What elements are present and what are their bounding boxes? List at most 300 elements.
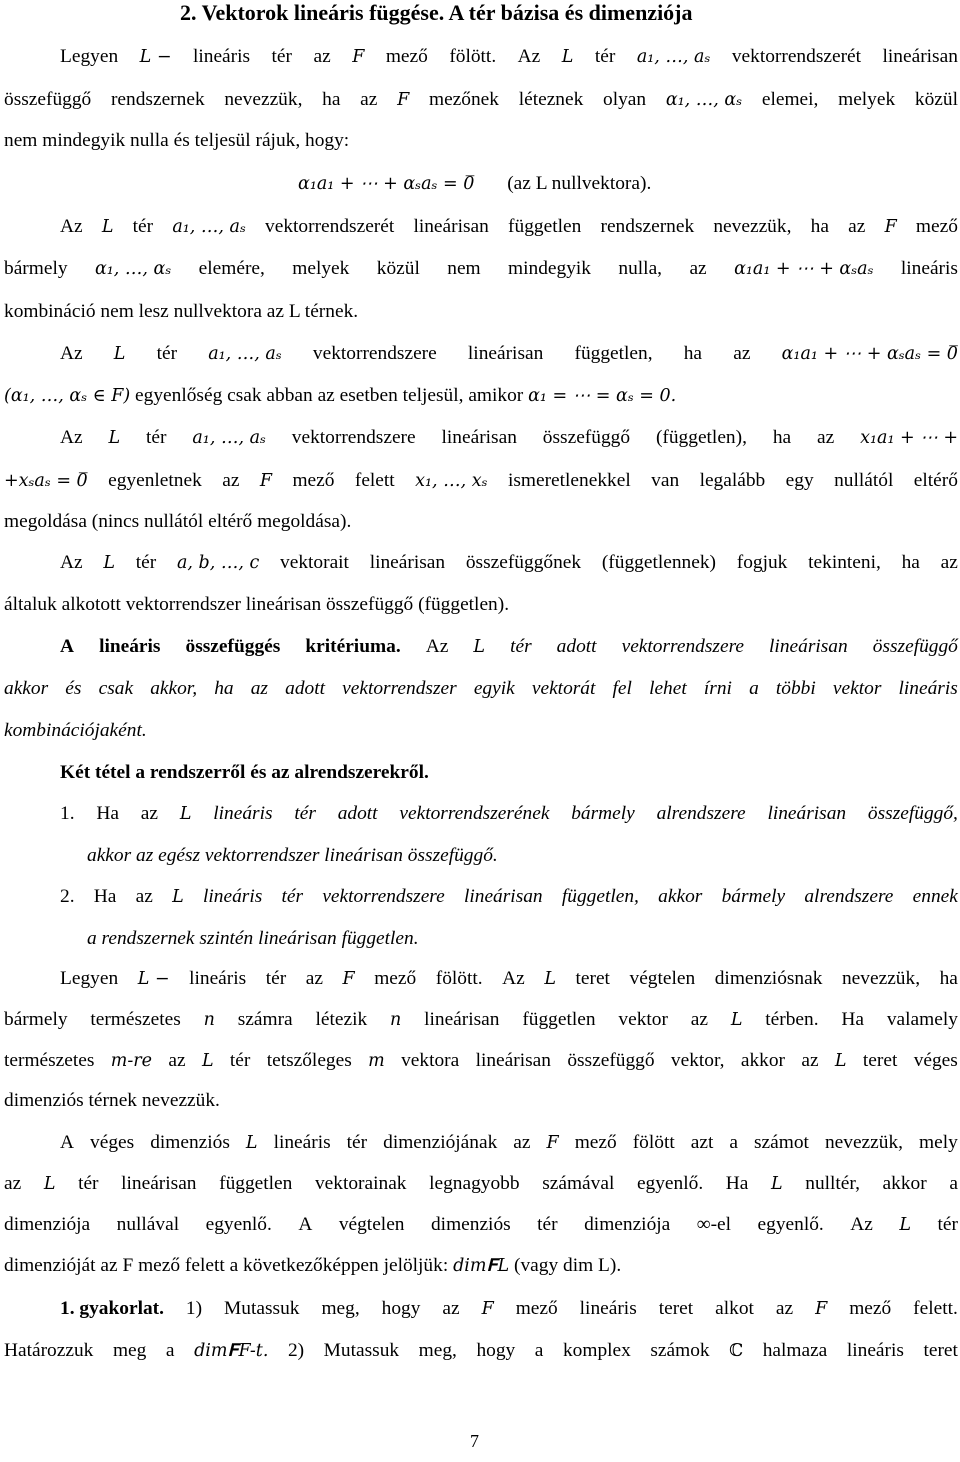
text-run: bármely bbox=[4, 1009, 68, 1030]
text-run: 2) bbox=[287, 1340, 305, 1361]
text-run: tér bbox=[146, 427, 167, 448]
text-run: alrendszere bbox=[804, 886, 894, 907]
text-run: a bbox=[165, 1340, 175, 1361]
text-run: nullától bbox=[834, 470, 894, 491]
text-run: lineárisan bbox=[424, 1009, 500, 1030]
text-run: lineáris bbox=[898, 678, 958, 699]
text-run: F bbox=[884, 217, 897, 237]
text-run: lineárisan bbox=[769, 636, 848, 657]
text-run: mező bbox=[515, 1298, 558, 1319]
text-run: az bbox=[513, 1132, 531, 1153]
text-run: egyik bbox=[473, 678, 515, 699]
text-run: lehet bbox=[649, 678, 687, 699]
text-run: eltérő bbox=[913, 470, 958, 491]
text-run: független, bbox=[574, 343, 653, 364]
text-run: vektorrendszere bbox=[322, 886, 445, 907]
text-run: összefüggő, bbox=[867, 803, 958, 824]
text-run: összefüggő bbox=[567, 1050, 655, 1071]
text-run: tér bbox=[937, 1214, 958, 1235]
text-run: ismeretlenekkel bbox=[507, 470, 631, 491]
text-run: vektorrendszer bbox=[342, 678, 457, 699]
text-run: L bbox=[201, 1051, 214, 1071]
text-run: akkor bbox=[740, 1050, 786, 1071]
text-run: nullával bbox=[116, 1214, 180, 1235]
text-run: dim𝐅F-t. bbox=[194, 1341, 269, 1361]
text-run: összefüggő bbox=[872, 636, 958, 657]
text-run: L bbox=[473, 637, 486, 657]
text-run: akkor bbox=[4, 678, 49, 699]
text-run: lineárisan bbox=[467, 343, 544, 364]
text-run: lineáris bbox=[579, 1298, 637, 1319]
text-run: lineáris bbox=[846, 1340, 904, 1361]
p4-line2 bbox=[4, 460, 958, 502]
theorem-1-line2: akkor az egész vektorrendszer lineárisan összefüggő. bbox=[87, 845, 498, 866]
text-run: rendszernek bbox=[110, 89, 205, 110]
text-run: a bbox=[949, 1173, 958, 1194]
text-run: adott bbox=[556, 636, 597, 657]
p8-line1 bbox=[60, 1122, 958, 1164]
text-run: teret bbox=[862, 1050, 898, 1071]
text-run: lineárisan bbox=[369, 552, 446, 573]
text-run: ha bbox=[810, 216, 829, 237]
text-run: dimenziósnak bbox=[714, 968, 823, 989]
text-run: teret bbox=[923, 1340, 958, 1361]
text-run: alrendszere bbox=[656, 803, 746, 824]
text-run: a bbox=[749, 678, 759, 699]
text-run: adott bbox=[285, 678, 325, 699]
text-run: mező bbox=[574, 1132, 617, 1153]
p5-line1 bbox=[60, 542, 958, 584]
text-run: írni bbox=[703, 678, 732, 699]
text-run: vektorrendszere bbox=[291, 427, 416, 448]
text-run: nem bbox=[447, 258, 481, 279]
text-run: Határozzuk bbox=[4, 1340, 94, 1361]
text-run: fölött. bbox=[435, 968, 483, 989]
text-run: a₁, …, aₛ bbox=[636, 47, 711, 67]
text-run: L bbox=[108, 428, 121, 448]
text-run: A bbox=[298, 1214, 313, 1235]
p1-line2 bbox=[4, 79, 958, 121]
p3-line1 bbox=[60, 333, 958, 375]
text-run: vektorrendszere bbox=[621, 636, 744, 657]
text-run: számra bbox=[237, 1009, 293, 1030]
text-run: adott bbox=[337, 803, 378, 824]
text-run: legnagyobb bbox=[429, 1173, 520, 1194]
text-run: lineáris bbox=[203, 886, 263, 907]
p6-line3: kombinációjaként. bbox=[4, 720, 147, 741]
text-run: többi bbox=[775, 678, 816, 699]
text-run: A bbox=[60, 636, 75, 657]
text-run: F bbox=[481, 1299, 494, 1319]
text-run: α₁, …, αₛ bbox=[665, 90, 743, 110]
text-run: komplex bbox=[562, 1340, 631, 1361]
text-run: lineárisan bbox=[121, 1173, 197, 1194]
text-run: az bbox=[305, 968, 323, 989]
text-run: lineárisan bbox=[413, 216, 489, 237]
text-run: nulltér, bbox=[805, 1173, 860, 1194]
text-run: dimenziója bbox=[4, 1214, 91, 1235]
text-run: lineáris bbox=[189, 968, 247, 989]
text-run: L bbox=[103, 553, 115, 573]
text-run: az bbox=[222, 470, 240, 491]
text-run: rendszernek bbox=[600, 216, 695, 237]
text-run: vektora bbox=[401, 1050, 460, 1071]
text-run: fel bbox=[612, 678, 632, 699]
text-run: az bbox=[313, 46, 331, 67]
text-run: felett bbox=[354, 470, 395, 491]
text-run: az bbox=[360, 89, 378, 110]
p1-formula-line bbox=[298, 163, 778, 205]
text-run: L bbox=[101, 217, 114, 237]
text-run: vektor bbox=[832, 678, 882, 699]
text-run: +xₛaₛ = 0̅ bbox=[4, 471, 88, 491]
text-run: F bbox=[397, 90, 410, 110]
text-run: n bbox=[203, 1010, 215, 1030]
text-run: természetes bbox=[4, 1050, 95, 1071]
text-run: L bbox=[730, 1010, 743, 1030]
text-run: tér bbox=[265, 968, 287, 989]
p8-line3 bbox=[4, 1204, 958, 1246]
text-run: elemei, bbox=[761, 89, 819, 110]
theorem-2-line1 bbox=[60, 876, 958, 918]
text-run: α₁ = ⋯ = αₛ = 0. bbox=[528, 386, 677, 406]
text-run: független, bbox=[561, 886, 639, 907]
text-run: L − bbox=[137, 969, 170, 989]
text-run: az bbox=[442, 1298, 460, 1319]
text-run: tér bbox=[78, 1173, 99, 1194]
text-run: véges bbox=[90, 1132, 135, 1153]
text-run: L bbox=[245, 1133, 258, 1153]
text-run: az bbox=[848, 216, 866, 237]
text-run: Az bbox=[60, 343, 83, 364]
text-run: elemére, bbox=[198, 258, 265, 279]
text-run: dimenziója bbox=[584, 1214, 671, 1235]
text-run: lineáris bbox=[900, 258, 958, 279]
text-run: az bbox=[775, 1298, 794, 1319]
text-run: α₁, …, αₛ bbox=[94, 259, 172, 279]
text-run: a bbox=[534, 1340, 544, 1361]
text-run: lineáris bbox=[273, 1132, 331, 1153]
text-run: tér bbox=[346, 1132, 368, 1153]
text-run: Ha bbox=[841, 1009, 865, 1030]
text-run: L − bbox=[139, 47, 172, 67]
p6-line2 bbox=[4, 668, 958, 710]
p1-line3: nem mindegyik nulla és teljesül rájuk, hogy: bbox=[4, 130, 350, 151]
section-heading: Két tétel a rendszerről és az alrendszerekről. bbox=[60, 762, 429, 783]
formula: α₁a₁ + ⋯ + αₛaₛ = 0̅ bbox=[298, 174, 475, 194]
text-run: (független), bbox=[655, 427, 747, 448]
text-run: tér bbox=[132, 216, 154, 237]
p8-line2 bbox=[4, 1163, 958, 1205]
text-run: vektorrendszerét bbox=[731, 46, 862, 67]
text-run: az bbox=[690, 1009, 708, 1030]
text-run: lineáris bbox=[99, 636, 161, 657]
text-run: mindegyik bbox=[508, 258, 591, 279]
exercise-line1 bbox=[60, 1288, 958, 1330]
p7-line4: dimenziós térnek nevezzük. bbox=[4, 1090, 220, 1111]
text-run: melyek bbox=[838, 89, 896, 110]
text-run: egyenlő. bbox=[757, 1214, 824, 1235]
text-run: ha bbox=[683, 343, 703, 364]
text-run: Legyen bbox=[60, 46, 119, 67]
p5-line2: általuk alkotott vektorrendszer lineárisan összefüggő (független). bbox=[4, 594, 510, 615]
p2-line1 bbox=[60, 206, 958, 248]
text-run: (függetlennek) bbox=[601, 552, 716, 573]
text-run: mező bbox=[915, 216, 958, 237]
text-run: felett. bbox=[913, 1298, 958, 1319]
text-run: dimenziós bbox=[430, 1214, 511, 1235]
text-run: tér bbox=[281, 886, 304, 907]
text-run: vektorrendszerének bbox=[399, 803, 550, 824]
text-run: tér bbox=[594, 46, 616, 67]
text-run: bármely bbox=[721, 886, 786, 907]
text-run: ennek bbox=[912, 886, 958, 907]
text-run: alkot bbox=[715, 1298, 754, 1319]
text-run: számok bbox=[650, 1340, 710, 1361]
text-run: F bbox=[342, 969, 355, 989]
text-run: a₁, …, aₛ bbox=[172, 217, 246, 237]
text-run: tekinteni, bbox=[808, 552, 881, 573]
text-run: L bbox=[544, 969, 556, 989]
text-run: egyenlőség csak abban az esetben teljesül, amikor bbox=[135, 385, 524, 406]
text-run: lineárisan bbox=[767, 803, 847, 824]
text-run: tér bbox=[510, 636, 532, 657]
text-run: az bbox=[140, 803, 159, 824]
text-run: α₁a₁ + ⋯ + αₛaₛ bbox=[734, 259, 874, 279]
text-run: az bbox=[4, 1173, 22, 1194]
text-run: tér bbox=[135, 552, 157, 573]
text-run: vektorrendszerét bbox=[265, 216, 395, 237]
text-run: valamely bbox=[886, 1009, 958, 1030]
text-run: közül bbox=[914, 89, 958, 110]
p4-line1 bbox=[60, 417, 958, 459]
text-run: összefüggő bbox=[542, 427, 631, 448]
text-run: az bbox=[135, 886, 153, 907]
text-run: nulla, bbox=[618, 258, 663, 279]
text-run: ha bbox=[901, 552, 920, 573]
theorem-2-line2: a rendszernek szintén lineárisan független. bbox=[87, 928, 419, 949]
text-run: 1. gyakorlat. bbox=[60, 1298, 164, 1319]
text-run: a bbox=[729, 1132, 738, 1153]
text-run: teret bbox=[658, 1298, 694, 1319]
text-run: térben. bbox=[765, 1009, 819, 1030]
text-run: akkor, bbox=[150, 678, 198, 699]
p2-line2 bbox=[4, 248, 958, 290]
text-run: meg, bbox=[321, 1298, 360, 1319]
text-run: L bbox=[43, 1174, 56, 1194]
text-run: Az bbox=[517, 46, 541, 67]
text-run: nevezzük, bbox=[713, 216, 792, 237]
page-title: 2. Vektorok lineáris függése. A tér bázisa és dimenziója bbox=[180, 0, 693, 25]
text-run: az bbox=[940, 552, 958, 573]
text-run: mező bbox=[385, 46, 428, 67]
formula-note: (az L nullvektora). bbox=[507, 173, 652, 194]
text-run: Ha bbox=[725, 1173, 749, 1194]
text-run: lineáris bbox=[192, 46, 251, 67]
text-run: mező bbox=[849, 1298, 892, 1319]
text-run: az bbox=[689, 258, 707, 279]
text-run: a₁, …, aₛ bbox=[192, 428, 266, 448]
text-run: kritériuma. bbox=[305, 636, 401, 657]
text-run: tér bbox=[229, 1050, 251, 1071]
text-run: L bbox=[172, 887, 184, 907]
p7-line1 bbox=[60, 958, 958, 1000]
text-run: L bbox=[899, 1215, 911, 1235]
text-run: lineárisan bbox=[441, 427, 517, 448]
text-run: számot bbox=[754, 1132, 809, 1153]
text-run: számával bbox=[542, 1173, 615, 1194]
text-run: F bbox=[259, 471, 273, 491]
page-number: 7 bbox=[470, 1431, 479, 1451]
p8-line4 bbox=[4, 1245, 960, 1287]
text-run: az bbox=[168, 1050, 186, 1071]
text-run: tér bbox=[294, 803, 316, 824]
text-run: független bbox=[508, 216, 582, 237]
text-run: csak bbox=[98, 678, 134, 699]
text-run: F bbox=[352, 47, 365, 67]
text-run: a, b, …, c bbox=[176, 553, 260, 573]
text-run: léteznek bbox=[518, 89, 584, 110]
p1-line1 bbox=[60, 36, 958, 78]
p4-line3: megoldása (nincs nullától eltérő megoldása). bbox=[4, 511, 352, 532]
text-run: teret bbox=[575, 968, 610, 989]
text-run: lineárisan bbox=[882, 46, 958, 67]
text-run: olyan bbox=[603, 89, 647, 110]
text-run: Ha bbox=[93, 886, 117, 907]
text-run: vektorait bbox=[280, 552, 349, 573]
text-run: egyenlő. bbox=[636, 1173, 704, 1194]
text-run: L bbox=[771, 1174, 783, 1194]
text-run: egyenlő. bbox=[205, 1214, 272, 1235]
text-run: dimenzióját az F mező felett a következőképpen jelöljük: bbox=[4, 1255, 449, 1276]
text-run: tér bbox=[537, 1214, 558, 1235]
text-run: tér bbox=[156, 343, 178, 364]
text-run: tér bbox=[271, 46, 292, 67]
text-run: lineárisan bbox=[475, 1050, 551, 1071]
text-run: F bbox=[815, 1299, 828, 1319]
text-run: fölött bbox=[632, 1132, 675, 1153]
text-run: ha bbox=[214, 678, 234, 699]
text-run: az bbox=[250, 678, 268, 699]
text-run: az bbox=[801, 1050, 819, 1071]
text-run: független bbox=[219, 1173, 293, 1194]
text-run: dimenziós bbox=[150, 1132, 230, 1153]
text-run: bármely bbox=[4, 258, 68, 279]
text-run: hogy bbox=[476, 1340, 516, 1361]
text-run: Mutassuk bbox=[323, 1340, 400, 1361]
p2-line3: kombináció nem lesz nullvektora az L térnek. bbox=[4, 301, 359, 322]
text-run: 2. bbox=[60, 886, 75, 907]
text-run: a₁, …, aₛ bbox=[208, 344, 282, 364]
text-run: Az bbox=[60, 216, 83, 237]
text-run: ∞-el bbox=[696, 1214, 732, 1235]
text-run: létezik bbox=[315, 1009, 368, 1030]
text-run: n bbox=[390, 1010, 402, 1030]
text-run: A bbox=[60, 1132, 75, 1153]
text-run: 1. bbox=[60, 803, 75, 824]
text-run: lineárisan bbox=[463, 886, 543, 907]
text-run: egy bbox=[785, 470, 814, 491]
text-run: akkor bbox=[882, 1173, 927, 1194]
text-run: végtelen bbox=[338, 1214, 405, 1235]
text-run: és bbox=[65, 678, 82, 699]
exercise-line2 bbox=[4, 1330, 958, 1372]
text-run: Az bbox=[425, 636, 449, 657]
text-run: bármely bbox=[571, 803, 635, 824]
text-run: fogjuk bbox=[736, 552, 788, 573]
text-run: összefüggőnek bbox=[465, 552, 582, 573]
theorem-1-line1 bbox=[60, 793, 958, 835]
text-run: x₁, …, xₛ bbox=[415, 471, 488, 491]
text-run: vektorrendszere bbox=[312, 343, 437, 364]
text-run: Legyen bbox=[60, 968, 119, 989]
text-run: (vagy dim L). bbox=[514, 1255, 622, 1276]
text-run: meg, bbox=[418, 1340, 457, 1361]
text-run: nevezzük, bbox=[824, 1132, 904, 1153]
text-run: α₁a₁ + ⋯ + αₛaₛ = 0̅ bbox=[781, 344, 958, 364]
text-run: közül bbox=[376, 258, 420, 279]
text-run: dim𝐅L bbox=[453, 1256, 510, 1276]
text-run: Az bbox=[850, 1214, 873, 1235]
text-run: ha bbox=[322, 89, 341, 110]
p7-line3 bbox=[4, 1040, 958, 1082]
text-run: Mutassuk bbox=[224, 1298, 300, 1319]
text-run: (α₁, …, αₛ ∈ F) bbox=[4, 386, 131, 406]
text-run: nevezzük, bbox=[224, 89, 303, 110]
text-run: független bbox=[522, 1009, 596, 1030]
text-run: összefüggés bbox=[185, 636, 281, 657]
text-run: egyenletnek bbox=[108, 470, 202, 491]
p3-line2 bbox=[4, 375, 960, 417]
text-run: L bbox=[561, 47, 574, 67]
text-run: meg bbox=[112, 1340, 147, 1361]
text-run: L bbox=[834, 1051, 847, 1071]
text-run: F bbox=[546, 1133, 559, 1153]
text-run: tetszőleges bbox=[266, 1050, 352, 1071]
text-run: L bbox=[179, 804, 192, 824]
text-run: fölött. bbox=[449, 46, 497, 67]
text-run: m-re bbox=[110, 1051, 153, 1071]
text-run: mezőnek bbox=[428, 89, 499, 110]
p6-line1 bbox=[60, 626, 958, 668]
text-run: azt bbox=[690, 1132, 714, 1153]
text-run: ha bbox=[939, 968, 958, 989]
text-run: vektor, bbox=[670, 1050, 725, 1071]
text-run: nevezzük, bbox=[841, 968, 921, 989]
text-run: 1) bbox=[185, 1298, 203, 1319]
p7-line2 bbox=[4, 999, 958, 1041]
text-run: Ha bbox=[96, 803, 119, 824]
text-run: összefüggő bbox=[4, 89, 92, 110]
text-run: természetes bbox=[90, 1009, 181, 1030]
text-run: legalább bbox=[699, 470, 766, 491]
text-run: hogy bbox=[381, 1298, 421, 1319]
text-run: ha bbox=[772, 427, 792, 448]
text-run: m bbox=[368, 1051, 385, 1071]
text-run: van bbox=[651, 470, 680, 491]
text-run: ℂ bbox=[729, 1341, 744, 1361]
text-run: mező bbox=[374, 968, 417, 989]
text-run: az bbox=[817, 427, 835, 448]
text-run: végtelen bbox=[629, 968, 696, 989]
text-run: x₁a₁ + ⋯ + bbox=[860, 428, 958, 448]
text-run: Az bbox=[60, 552, 83, 573]
text-run: L bbox=[113, 344, 126, 364]
text-run: lineáris bbox=[213, 803, 273, 824]
text-run: akkor bbox=[658, 886, 703, 907]
text-run: vektorainak bbox=[314, 1173, 407, 1194]
text-run: vektor bbox=[618, 1009, 668, 1030]
